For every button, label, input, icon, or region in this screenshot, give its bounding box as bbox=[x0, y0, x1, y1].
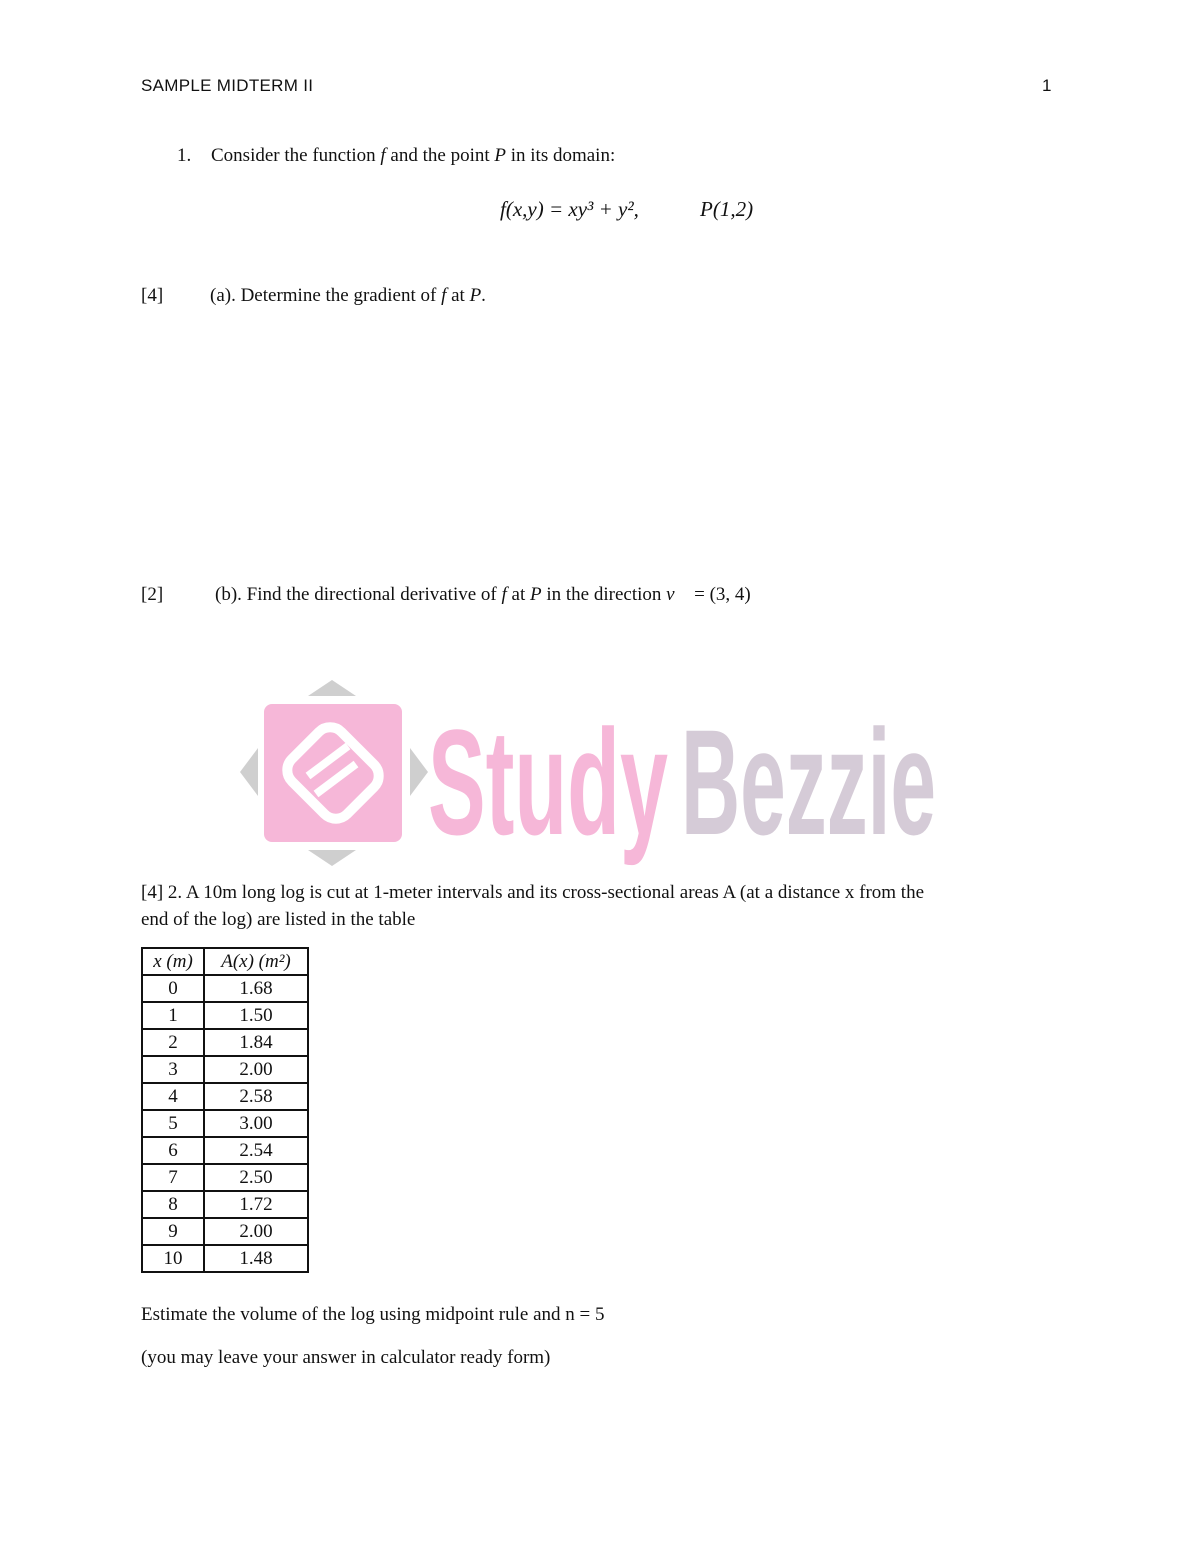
table-cell-x: 7 bbox=[142, 1164, 204, 1191]
table-row bbox=[142, 1056, 308, 1083]
question-2-line2: end of the log) are listed in the table bbox=[141, 909, 416, 930]
part-b-question: (b). Find the directional derivative of f at P in the direction v⃗ = (3, 4) bbox=[215, 584, 751, 605]
table-row bbox=[142, 1164, 308, 1191]
question-1-intro: Consider the function f and the point P in its domain: bbox=[211, 145, 616, 166]
table-row bbox=[142, 1218, 308, 1245]
studybezzie-watermark bbox=[236, 676, 946, 881]
table-cell-area: 1.68 bbox=[204, 975, 308, 1002]
table-cell-area: 2.00 bbox=[204, 1056, 308, 1083]
table-cell-area: 3.00 bbox=[204, 1110, 308, 1137]
watermark-text-bezzie: Bezzie bbox=[681, 698, 936, 866]
question-2-number: 2. bbox=[167, 882, 183, 903]
table-row bbox=[142, 1002, 308, 1029]
table-cell-x: 4 bbox=[142, 1083, 204, 1110]
studybezzie-logo-icon bbox=[236, 676, 946, 876]
table-cell-area: 2.50 bbox=[204, 1164, 308, 1191]
question-2-text bbox=[141, 882, 924, 904]
estimate-instruction: Estimate the volume of the log using midpoint rule and n = 5 bbox=[141, 1304, 605, 1325]
answer-note: (you may leave your answer in calculator ready form) bbox=[141, 1347, 551, 1368]
page-header-title: SAMPLE MIDTERM II bbox=[141, 76, 314, 95]
table-cell-x: 10 bbox=[142, 1245, 204, 1272]
part-b-marks: [2] bbox=[141, 584, 164, 605]
table-cell-x: 2 bbox=[142, 1029, 204, 1056]
table-cell-area: 1.48 bbox=[204, 1245, 308, 1272]
table-header-area: A(x) (m²) bbox=[204, 948, 308, 975]
point-p: P(1,2) bbox=[700, 197, 754, 221]
table-cell-x: 5 bbox=[142, 1110, 204, 1137]
table-cell-x: 1 bbox=[142, 1002, 204, 1029]
question-1-number: 1. bbox=[177, 145, 192, 166]
table-cell-area: 1.72 bbox=[204, 1191, 308, 1218]
table-cell-area: 2.58 bbox=[204, 1083, 308, 1110]
question-2-marks: [4] bbox=[141, 882, 164, 903]
table-row bbox=[142, 975, 308, 1002]
watermark-text-study: Study bbox=[428, 698, 668, 866]
table-cell-area: 1.50 bbox=[204, 1002, 308, 1029]
table-cell-area: 2.00 bbox=[204, 1218, 308, 1245]
question-2-line1: A 10m long log is cut at 1-meter intervals and its cross-sectional areas A (at a distance x from the bbox=[185, 882, 925, 903]
table-row bbox=[142, 1245, 308, 1272]
table-row bbox=[142, 1191, 308, 1218]
table-row bbox=[142, 1137, 308, 1164]
table-cell-x: 8 bbox=[142, 1191, 204, 1218]
part-a-question: (a). Determine the gradient of f at P. bbox=[210, 285, 486, 306]
page-number: 1 bbox=[1042, 76, 1052, 95]
table-cell-x: 6 bbox=[142, 1137, 204, 1164]
table-cell-area: 2.54 bbox=[204, 1137, 308, 1164]
part-a-marks: [4] bbox=[141, 285, 164, 306]
table-header-x: x (m) bbox=[142, 948, 204, 975]
function-equation: f(x,y) = xy³ + y², bbox=[500, 197, 639, 221]
table-row bbox=[142, 1083, 308, 1110]
table-cell-area: 1.84 bbox=[204, 1029, 308, 1056]
table-cell-x: 9 bbox=[142, 1218, 204, 1245]
table-row bbox=[142, 1029, 308, 1056]
table-cell-x: 3 bbox=[142, 1056, 204, 1083]
cross-section-table bbox=[141, 947, 309, 1273]
table-cell-x: 0 bbox=[142, 975, 204, 1002]
table-row bbox=[142, 1110, 308, 1137]
